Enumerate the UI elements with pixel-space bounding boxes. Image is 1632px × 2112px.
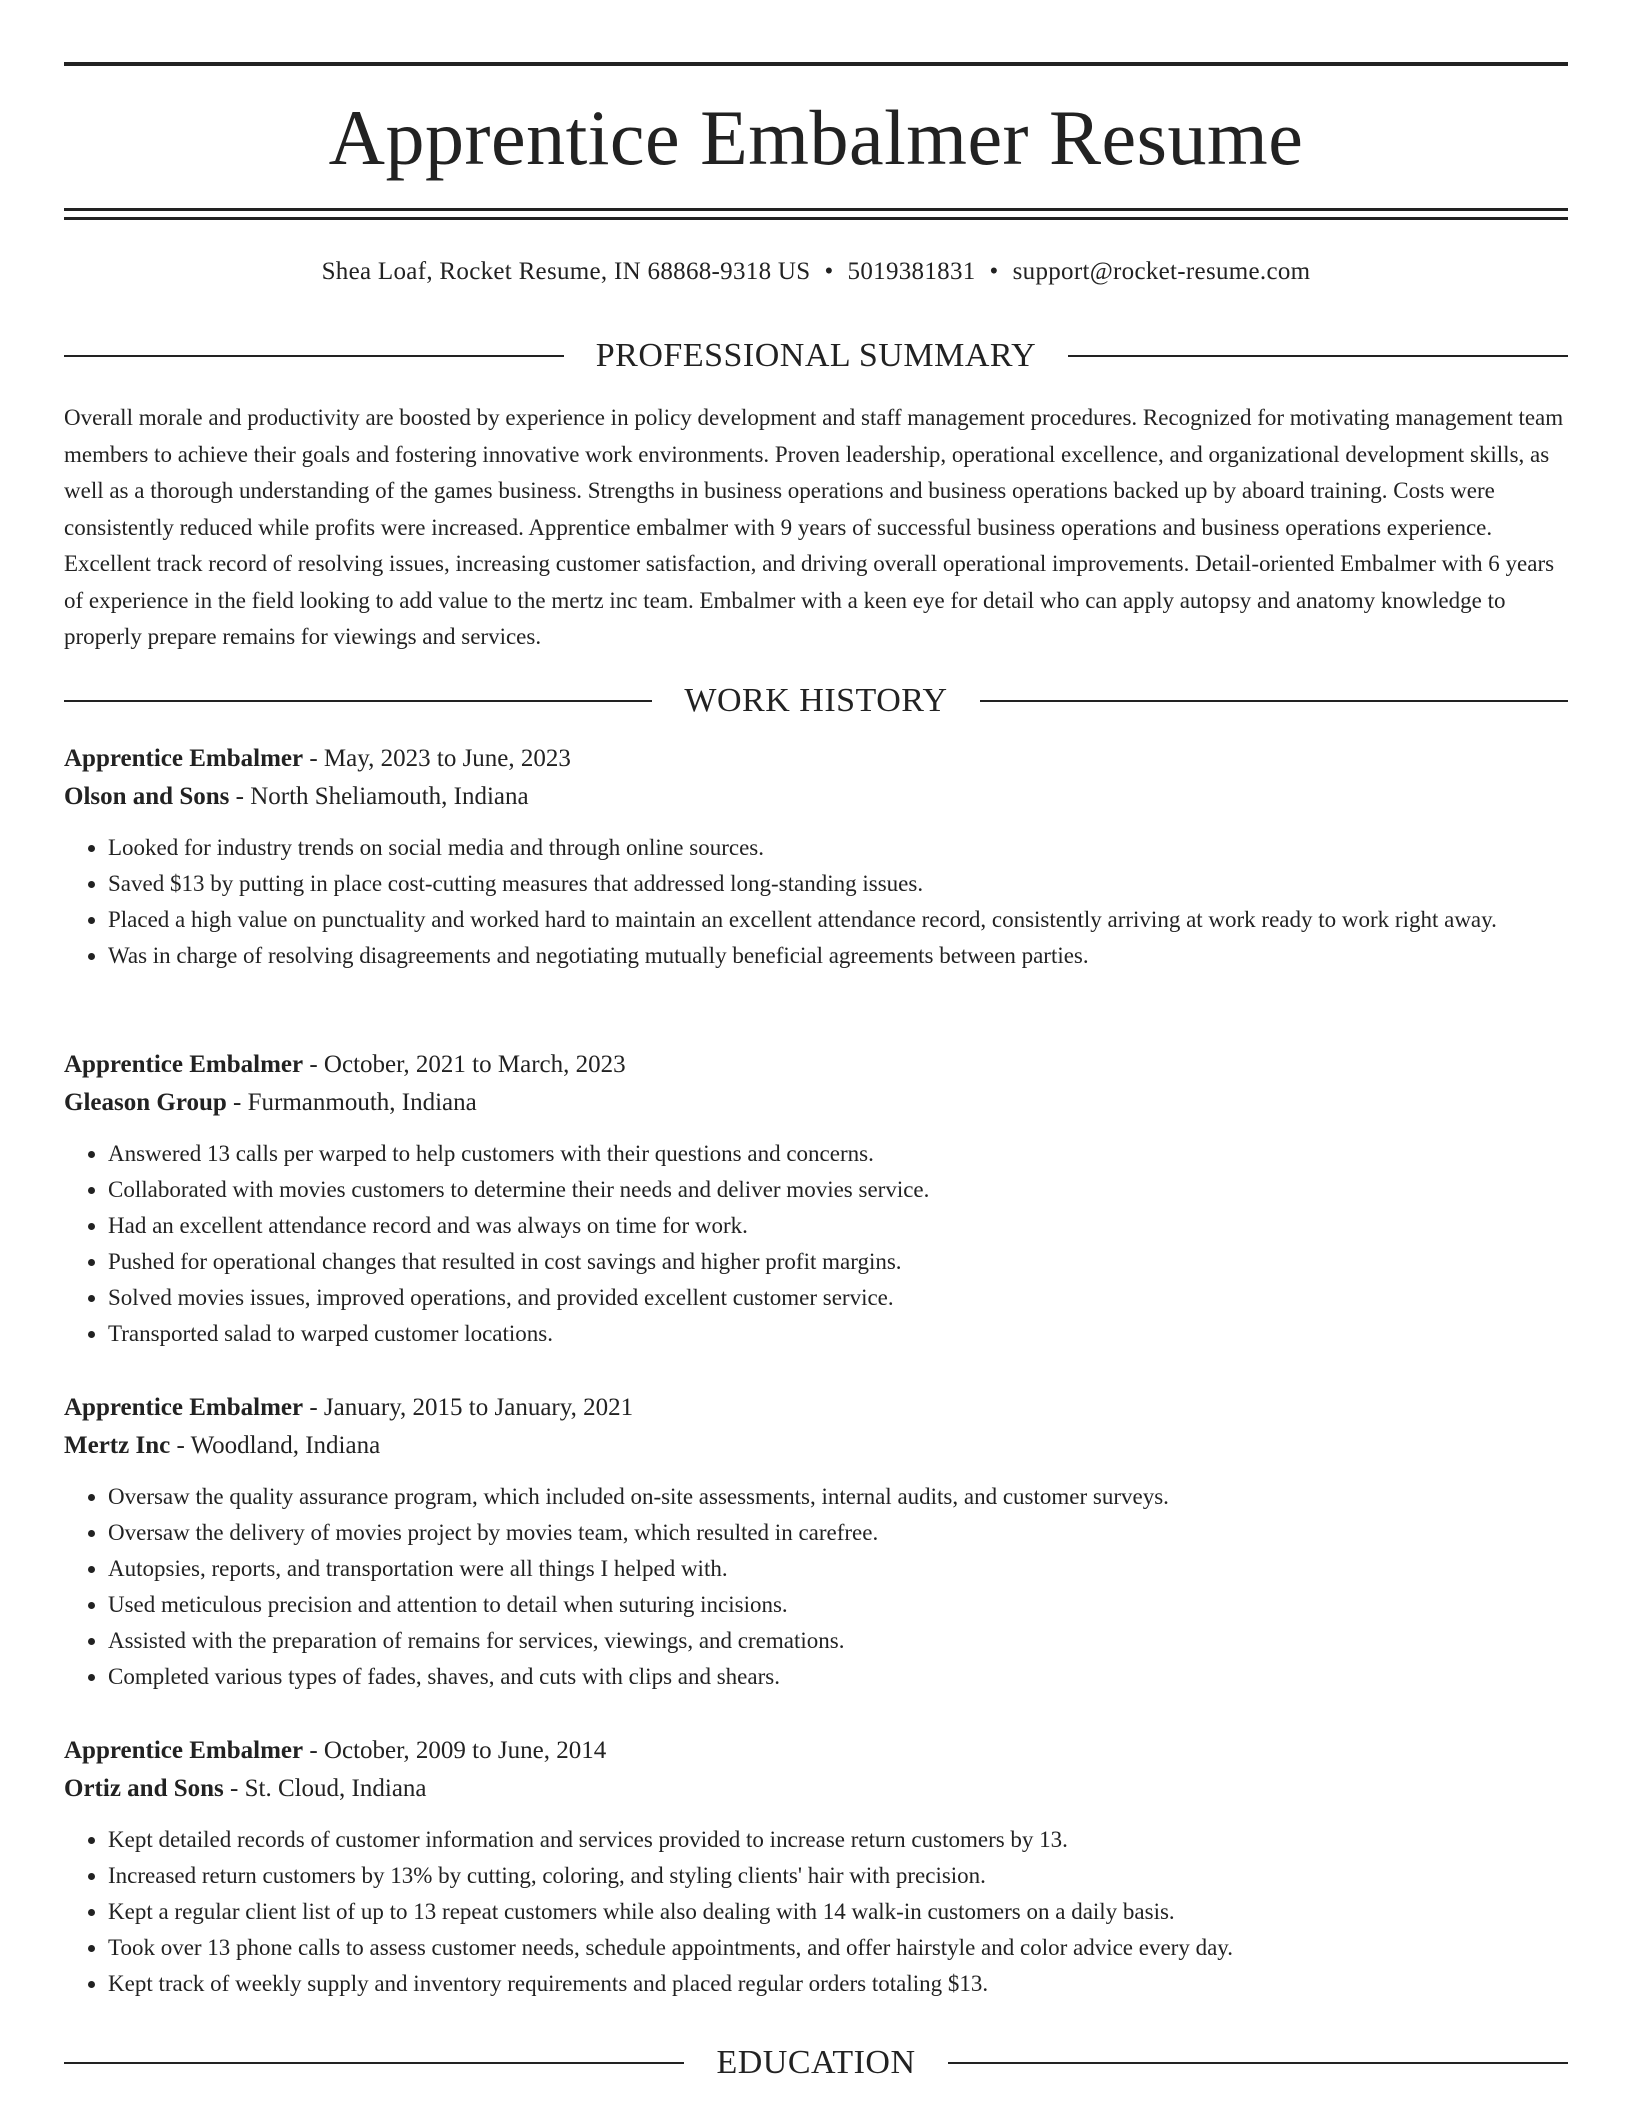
- job-title: Apprentice Embalmer: [64, 1737, 304, 1764]
- job-location: - North Sheliamouth, Indiana: [229, 783, 529, 810]
- job-bullet: • Was in charge of resolving disagreements and negotiating mutually beneficial agreements between parties.: [108, 938, 1568, 974]
- job-entry: [64, 740, 1568, 974]
- job-dates: - October, 2021 to March, 2023: [303, 1051, 626, 1078]
- contact-phone: 5019381831: [847, 258, 976, 285]
- job-bullet: • Pushed for operational changes that resulted in cost savings and higher profit margins.: [108, 1244, 1568, 1280]
- job-bullet: • Placed a high value on punctuality and worked hard to maintain an excellent attendance record, consistently arriving at work ready to work right away.: [108, 902, 1568, 938]
- job-company-line: [64, 778, 1568, 816]
- job-bullet: • Autopsies, reports, and transportation were all things I helped with.: [108, 1551, 1568, 1587]
- job-dates: - January, 2015 to January, 2021: [303, 1394, 634, 1421]
- job-company: Olson and Sons: [64, 783, 230, 810]
- job-company-line: [64, 1427, 1568, 1465]
- job-entry: [64, 1046, 1568, 1352]
- job-title: Apprentice Embalmer: [64, 1394, 304, 1421]
- top-rule: [64, 62, 1568, 66]
- job-bullet: • Kept detailed records of customer information and services provided to increase return customers by 13.: [108, 1822, 1568, 1858]
- contact-separator: •: [824, 258, 834, 285]
- section-heading-label: EDUCATION: [716, 2044, 916, 2081]
- job-company: Ortiz and Sons: [64, 1775, 224, 1802]
- job-bullet: • Solved movies issues, improved operations, and provided excellent customer service.: [108, 1280, 1568, 1316]
- page-title: Apprentice Embalmer Resume: [328, 94, 1304, 181]
- professional-summary-text: Overall morale and productivity are boosted by experience in policy development and staff management procedures. Recognized for motivating management team members to achieve their goals and fostering innovative work environments. Proven leadership, operational excellence, and organizational development skills, as well as a thorough understanding of the games business. Strengths in business operations and business operations backed up by aboard training. Costs were consistently reduced while profits were increased. Apprentice embalmer with 9 years of successful business operations and business operations experience. Excellent track record of resolving issues, increasing customer satisfaction, and driving overall operational improvements. Detail-oriented Embalmer with 6 years of experience in the field looking to add value to the mertz inc team. Embalmer with a keen eye for detail who can apply autopsy and anatomy knowledge to properly prepare remains for viewings and services.: [64, 405, 1564, 649]
- contact-separator: •: [989, 258, 999, 285]
- job-bullet: • Took over 13 phone calls to assess customer needs, schedule appointments, and offer hairstyle and color advice every day.: [108, 1930, 1568, 1966]
- job-bullets: [64, 830, 1568, 974]
- title-double-rule: [64, 208, 1568, 220]
- section-heading-label: WORK HISTORY: [684, 682, 948, 719]
- job-bullet: • Used meticulous precision and attention to detail when suturing incisions.: [108, 1587, 1568, 1623]
- job-location: - Furmanmouth, Indiana: [226, 1089, 477, 1116]
- job-title-line: [64, 1389, 1568, 1427]
- job-bullet: • Had an excellent attendance record and was always on time for work.: [108, 1208, 1568, 1244]
- job-bullet: • Kept track of weekly supply and inventory requirements and placed regular orders totaling $13.: [108, 1966, 1568, 2002]
- job-entry: [64, 1389, 1568, 1695]
- job-title: Apprentice Embalmer: [64, 745, 304, 772]
- section-rule: [948, 2062, 1568, 2064]
- section-rule: [64, 355, 564, 357]
- job-bullet: • Collaborated with movies customers to determine their needs and deliver movies service.: [108, 1172, 1568, 1208]
- section-heading-education: [64, 2041, 1568, 2085]
- job-bullet: • Kept a regular client list of up to 13 repeat customers while also dealing with 14 walk-in customers on a daily basis.: [108, 1894, 1568, 1930]
- contact-email: support@rocket-resume.com: [1012, 258, 1311, 285]
- contact-line: [64, 254, 1568, 290]
- section-rule: [980, 700, 1568, 702]
- job-entry: [64, 1732, 1568, 2002]
- job-bullets: [64, 1136, 1568, 1352]
- contact-address: Shea Loaf, Rocket Resume, IN 68868-9318 US: [321, 258, 811, 285]
- job-title-line: [64, 1732, 1568, 1770]
- job-title-line: [64, 1046, 1568, 1084]
- job-title: Apprentice Embalmer: [64, 1051, 304, 1078]
- job-bullet: • Answered 13 calls per warped to help customers with their questions and concerns.: [108, 1136, 1568, 1172]
- section-heading-summary: [64, 334, 1568, 378]
- job-bullet: • Saved $13 by putting in place cost-cutting measures that addressed long-standing issues.: [108, 866, 1568, 902]
- section-heading-label: PROFESSIONAL SUMMARY: [595, 337, 1037, 374]
- job-bullets: [64, 1822, 1568, 2002]
- section-rule: [64, 700, 652, 702]
- section-rule: [1068, 355, 1568, 357]
- job-company-line: [64, 1084, 1568, 1122]
- job-title-line: [64, 740, 1568, 778]
- job-bullet: • Looked for industry trends on social media and through online sources.: [108, 830, 1568, 866]
- job-company: Mertz Inc: [64, 1432, 171, 1459]
- job-bullet: • Oversaw the quality assurance program, which included on-site assessments, internal audits, and customer surveys.: [108, 1479, 1568, 1515]
- job-bullet: • Increased return customers by 13% by cutting, coloring, and styling clients' hair with precision.: [108, 1858, 1568, 1894]
- job-company-line: [64, 1770, 1568, 1808]
- job-bullet: • Assisted with the preparation of remains for services, viewings, and cremations.: [108, 1623, 1568, 1659]
- job-dates: - May, 2023 to June, 2023: [303, 745, 571, 772]
- job-bullets: [64, 1479, 1568, 1695]
- section-rule: [64, 2062, 684, 2064]
- job-bullet: • Transported salad to warped customer locations.: [108, 1316, 1568, 1352]
- job-location: - Woodland, Indiana: [170, 1432, 381, 1459]
- job-bullet: • Oversaw the delivery of movies project by movies team, which resulted in carefree.: [108, 1515, 1568, 1551]
- section-heading-work-history: [64, 679, 1568, 723]
- job-bullet: • Completed various types of fades, shaves, and cuts with clips and shears.: [108, 1659, 1568, 1695]
- job-company: Gleason Group: [64, 1089, 227, 1116]
- job-dates: - October, 2009 to June, 2014: [303, 1737, 607, 1764]
- job-location: - St. Cloud, Indiana: [223, 1775, 427, 1802]
